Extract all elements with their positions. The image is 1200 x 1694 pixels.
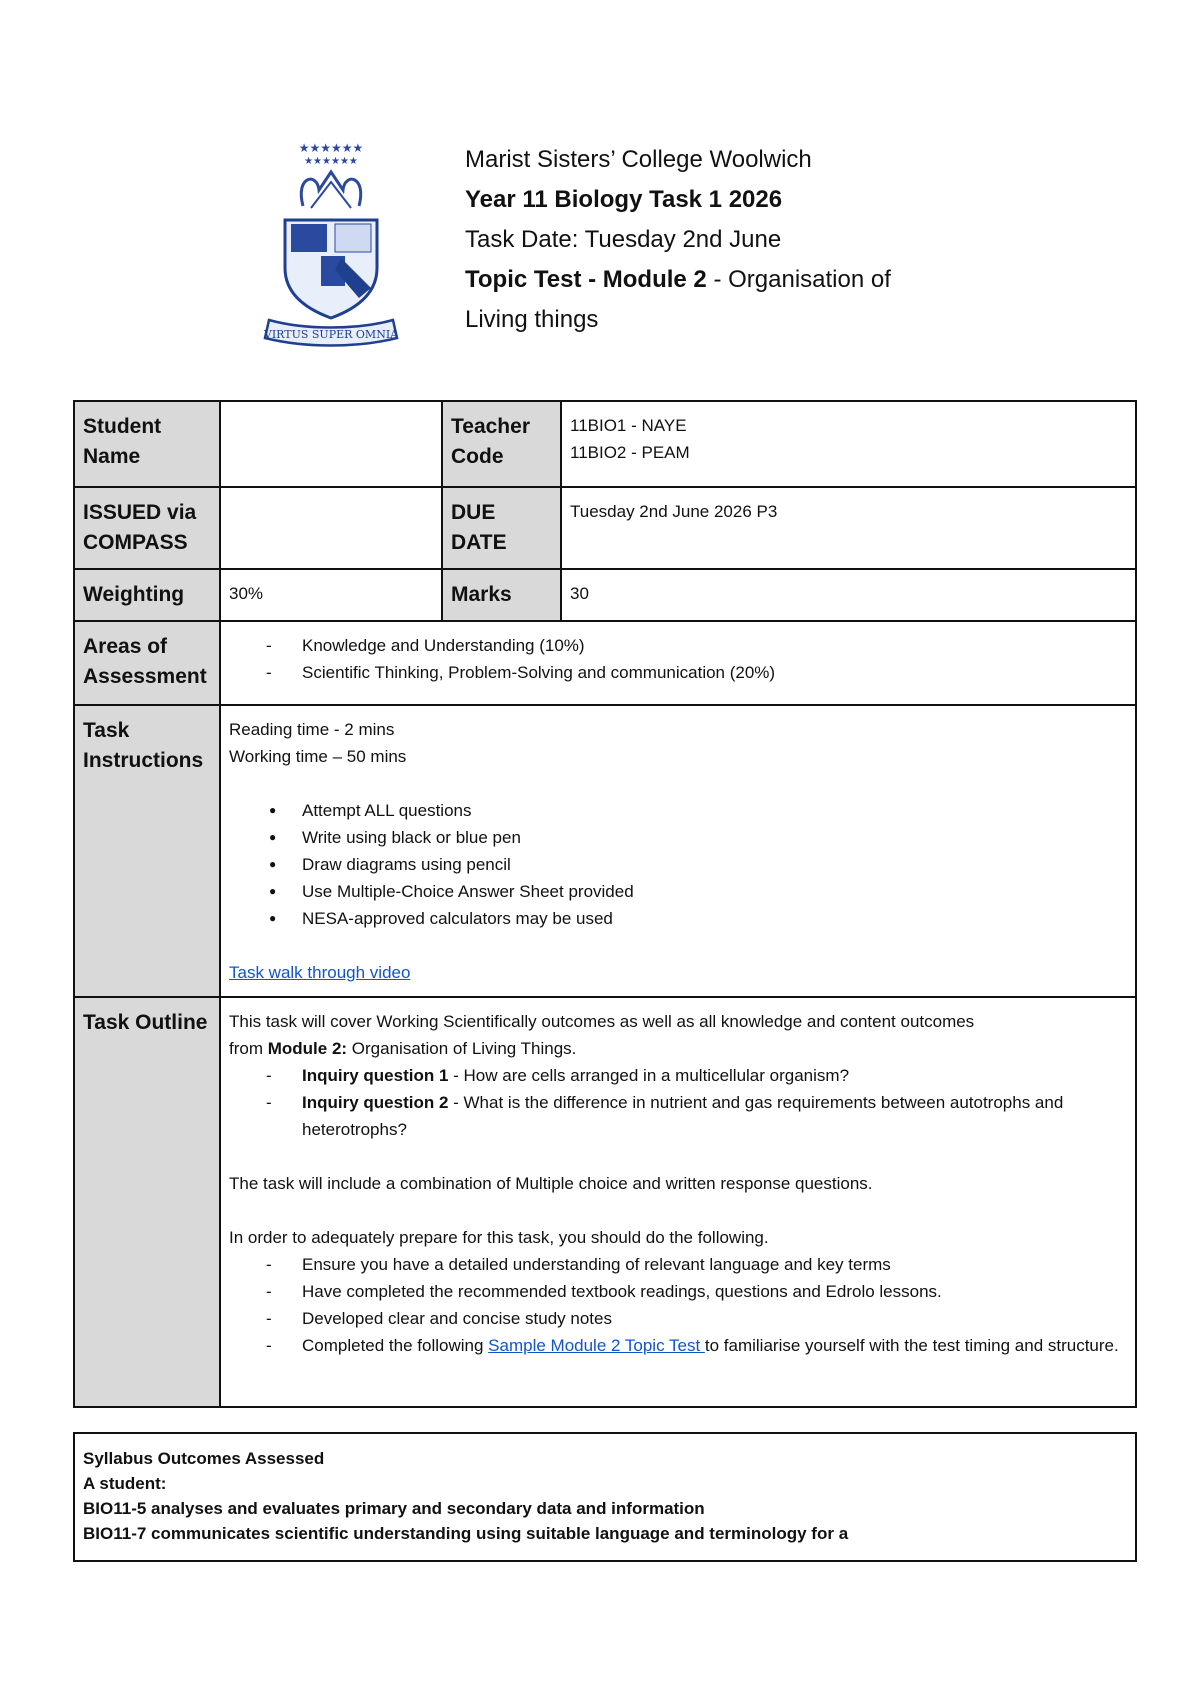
syllabus-heading: Syllabus Outcomes Assessed [83, 1449, 325, 1468]
combination-text: The task will include a combination of Multiple choice and written response questions. [229, 1174, 873, 1193]
list-item: - Developed clear and concise study notes [229, 1305, 1127, 1332]
college-crest-logo [255, 138, 407, 350]
due-date-label: DUE DATE [442, 487, 561, 569]
list-item: - Knowledge and Understanding (10%) [229, 632, 1127, 659]
syllabus-outcome: BIO11-5 analyses and evaluates primary and secondary data and information [83, 1499, 705, 1518]
college-name: Marist Sisters’ College Woolwich [465, 146, 812, 173]
task-video-link[interactable]: Task walk through video [229, 963, 411, 982]
working-time: Working time – 50 mins [229, 747, 407, 766]
topic-title-line2: Living things [465, 306, 599, 333]
teacher-code-value [561, 401, 1136, 487]
prepare-intro: In order to adequately prepare for this task, you should do the following. [229, 1228, 769, 1247]
teacher-code-line: 11BIO1 - NAYE [570, 416, 687, 435]
weighting-label: Weighting [74, 569, 220, 621]
svg-text:★★★★★★: ★★★★★★ [304, 156, 358, 167]
list-item: ● Use Multiple-Choice Answer Sheet provided [229, 878, 1127, 905]
outline-intro: This task will cover Working Scientifically outcomes as well as all knowledge and content outcomes [229, 1012, 975, 1031]
table-row [74, 569, 1136, 621]
list-item: - Completed the following Sample Module 2 Topic Test to familiarise yourself with the test timing and structure. [229, 1332, 1127, 1359]
crest-motto: VIRTUS SUPER OMNIA [263, 328, 399, 341]
inquiry-question-2: - Inquiry question 2 - What is the difference in nutrient and gas requirements between autotrophs and heterotrophs? [229, 1089, 1127, 1143]
marks-label: Marks [442, 569, 561, 621]
table-row [74, 997, 1136, 1407]
student-name-field[interactable] [220, 401, 442, 487]
areas-value [220, 621, 1136, 705]
table-row [74, 621, 1136, 705]
outline-value: This task will cover Working Scientifically outcomes as well as all knowledge and content outcomes from Module 2: Organisation of Living Things. - Inquiry question 1 - How are cells arranged in a multicellular organism? - Inquiry question 2 - What is the difference in nutrient and gas requirements between autotrophs and heterotrophs? The task will include a combination of Multiple choice and written response questions. In order to adequately prepare for this task, you should do the following. - Ensure you have a detailed understanding of relevant language and key terms - Have completed the recommended textbook readings, questions and Edrolo lessons. - Developed clear and concise study notes - Completed the following Sample Module 2 Topic Test to familiarise yourself with the test timing and structure. [220, 997, 1136, 1407]
teacher-code-label: Teacher Code [442, 401, 561, 487]
marks-value: 30 [561, 569, 1136, 621]
list-item: - Scientific Thinking, Problem-Solving and communication (20%) [229, 659, 1127, 686]
due-date-value: Tuesday 2nd June 2026 P3 [561, 487, 1136, 569]
list-item: - Ensure you have a detailed understanding of relevant language and key terms [229, 1251, 1127, 1278]
syllabus-student: A student: [83, 1474, 167, 1493]
outline-module-bold: Module 2: [267, 1039, 348, 1058]
list-item: - Have completed the recommended textbook readings, questions and Edrolo lessons. [229, 1278, 1127, 1305]
table-row [74, 401, 1136, 487]
table-row [74, 487, 1136, 569]
reading-time: Reading time - 2 mins [229, 720, 395, 739]
outline-label: Task Outline [74, 997, 220, 1407]
issued-value [220, 487, 442, 569]
list-item: ● Attempt ALL questions [229, 797, 1127, 824]
task-info-table [73, 400, 1137, 1408]
topic-title-bold: Topic Test - Module 2 [465, 266, 707, 293]
student-name-label: Student Name [74, 401, 220, 487]
document-header [465, 140, 1025, 340]
task-title: Year 11 Biology Task 1 2026 [465, 186, 783, 213]
teacher-code-line: 11BIO2 - PEAM [570, 443, 690, 462]
instructions-label: Task Instructions [74, 705, 220, 997]
svg-text:★★★★★★: ★★★★★★ [298, 141, 364, 155]
topic-title-rest: - Organisation of [706, 266, 891, 293]
syllabus-outcome: BIO11-7 communicates scientific understanding using suitable language and terminology for a [83, 1524, 849, 1543]
list-item: ● Draw diagrams using pencil [229, 851, 1127, 878]
table-row [74, 705, 1136, 997]
list-item: ● NESA-approved calculators may be used [229, 905, 1127, 932]
instructions-value [220, 705, 1136, 997]
task-date: Task Date: Tuesday 2nd June [465, 226, 782, 253]
sample-test-link[interactable]: Sample Module 2 Topic Test [488, 1336, 705, 1355]
areas-label: Areas of Assessment [74, 621, 220, 705]
syllabus-outcomes-box [73, 1432, 1137, 1562]
inquiry-question-1: - Inquiry question 1 - How are cells arranged in a multicellular organism? [229, 1062, 1127, 1089]
weighting-value: 30% [220, 569, 442, 621]
list-item: ● Write using black or blue pen [229, 824, 1127, 851]
issued-label: ISSUED via COMPASS [74, 487, 220, 569]
